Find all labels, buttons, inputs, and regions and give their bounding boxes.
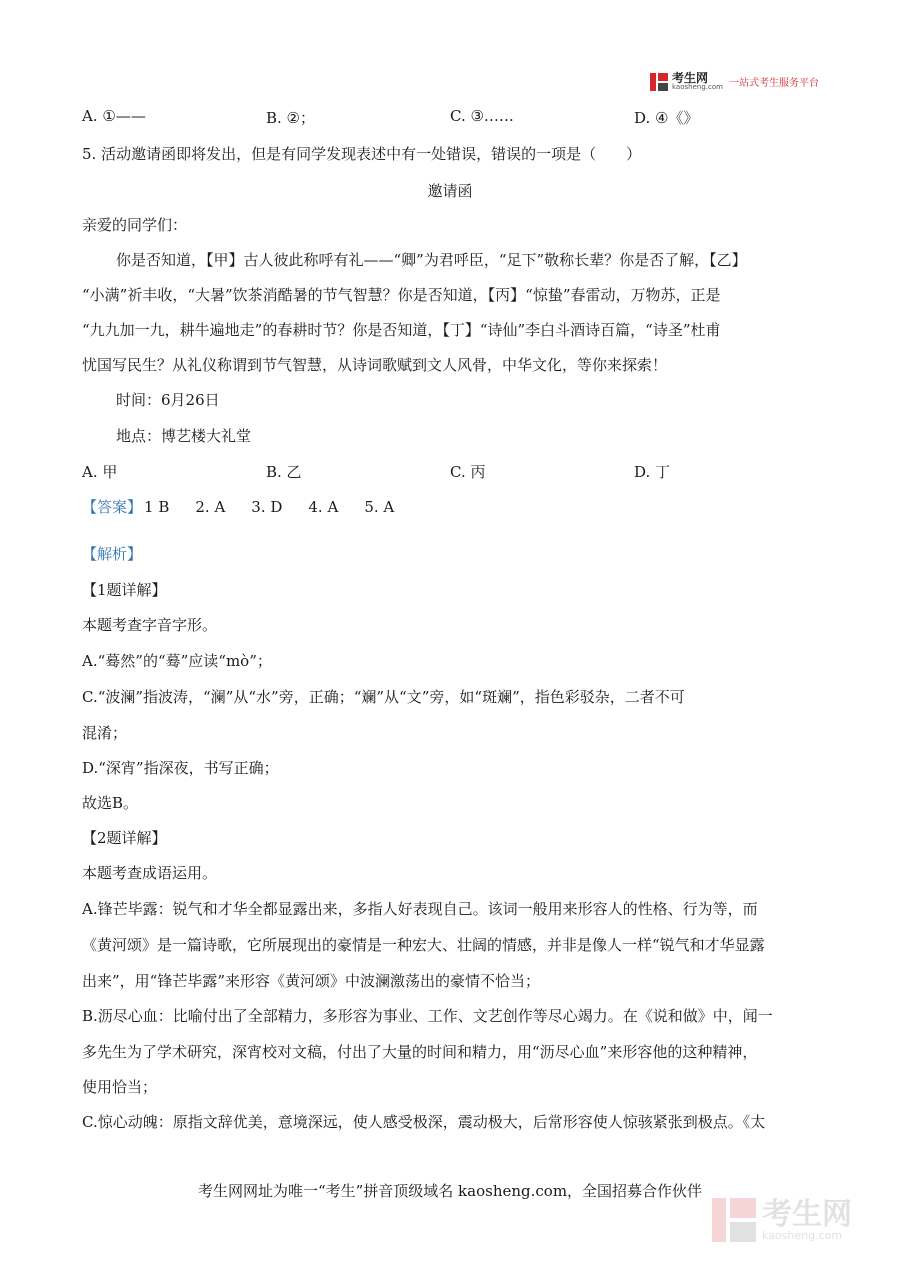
letter-place: 地点：博艺楼大礼堂 [116,427,252,445]
letter-line: 忧国写民生？从礼仪称谓到节气智慧，从诗词歌赋到文人风骨，中华文化，等你来探索！ [82,356,668,374]
watermark-name: 考生网 [762,1196,852,1232]
answer-item: 2. A [195,498,226,516]
q4-option-a: A. ①—— [82,107,146,125]
analysis-line: 本题考查成语运用。 [82,864,218,882]
analysis-line: A.锋芒毕露：锐气和才华全都显露出来，多指人好表现自己。该词一般用来形容人的性格、行为等，而 [82,900,758,918]
q5-option-a: A. 甲 [82,463,118,481]
watermark-mark-icon [712,1198,756,1242]
q5-option-b: B. 乙 [266,463,302,481]
analysis-line: 故选B。 [82,794,139,812]
q4-option-c: C. ③…… [450,107,514,125]
page-footer: 考生网网址为唯一“考生”拼音顶级域名 kaosheng.com，全国招募合作伙伴 [197,1182,703,1200]
letter-greeting: 亲爱的同学们： [82,216,188,234]
answer-item: 5. A [364,498,395,516]
q5-option-c: C. 丙 [450,463,486,481]
answer-item: 4. A [308,498,339,516]
analysis-line: B.沥尽心血：比喻付出了全部精力，多形容为事业、工作、文艺创作等尽心竭力。在《说和做》中，闻一 [82,1007,773,1025]
q4-option-d: D. ④《》 [634,109,699,127]
q5-option-d: D. 丁 [634,463,671,481]
logo-mark-icon [650,73,668,91]
analysis-line: 多先生为了学术研究，深宵校对文稿，付出了大量的时间和精力，用“沥尽心血”来形容他的这种精神， [82,1043,758,1061]
analysis-line: C.“波澜”指波涛，“澜”从“水”旁，正确；“斓”从“文”旁，如“斑斓”，指色彩驳杂，二者不可 [82,688,685,706]
logo-name: 考生网 [672,71,709,85]
analysis-line: 《黄河颂》是一篇诗歌，它所展现出的豪情是一种宏大、壮阔的情感，并非是像人一样“锐气和才华显露 [82,936,765,954]
site-logo [650,72,819,91]
analysis-line: 使用恰当； [82,1078,158,1096]
q4-option-b: B. ②； [266,109,316,127]
analysis-line: C.惊心动魄：原指文辞优美，意境深远，使人感受极深，震动极大，后常形容使人惊骇紧张到极点。《太 [82,1113,766,1131]
letter-time: 时间：6月26日 [116,391,220,409]
analysis-line: 出来”，用“锋芒毕露”来形容《黄河颂》中波澜激荡出的豪情不恰当； [82,972,541,990]
letter-line: 你是否知道，【甲】古人彼此称呼有礼——“卿”为君呼臣，“足下”敬称长辈？你是否了解，【乙】 [116,251,747,269]
q5-stem: 5. 活动邀请函即将发出，但是有同学发现表述中有一处错误，错误的一项是（ ） [82,145,642,163]
letter-line: “小满”祈丰收，“大暑”饮茶消酷暑的节气智慧？你是否知道，【丙】“惊蛰”春雷动，万物苏，正是 [82,286,721,304]
watermark-logo [712,1198,852,1242]
analysis-label: 【解析】 [82,545,143,563]
watermark-domain: kaosheng.com [762,1228,843,1242]
analysis-line: 【2题详解】 [82,829,167,847]
answer-row [82,496,420,517]
answer-label: 【答案】 [82,498,143,516]
logo-slogan: 一站式考生服务平台 [728,78,819,89]
answer-item: 3. D [251,498,283,516]
analysis-line: A.“蓦然”的“蓦”应读“mò”； [82,652,272,670]
logo-domain: kaosheng.com [672,83,723,91]
answer-item: 1 B [144,498,170,516]
analysis-line: 混淆； [82,724,128,742]
analysis-line: 【1题详解】 [82,581,167,599]
letter-title: 邀请函 [427,182,473,200]
analysis-line: 本题考查字音字形。 [82,616,218,634]
analysis-line: D.“深宵”指深夜，书写正确； [82,759,279,777]
letter-line: “九九加一九，耕牛遍地走”的春耕时节？你是否知道，【丁】“诗仙”李白斗酒诗百篇，“诗圣”杜甫 [82,321,721,339]
